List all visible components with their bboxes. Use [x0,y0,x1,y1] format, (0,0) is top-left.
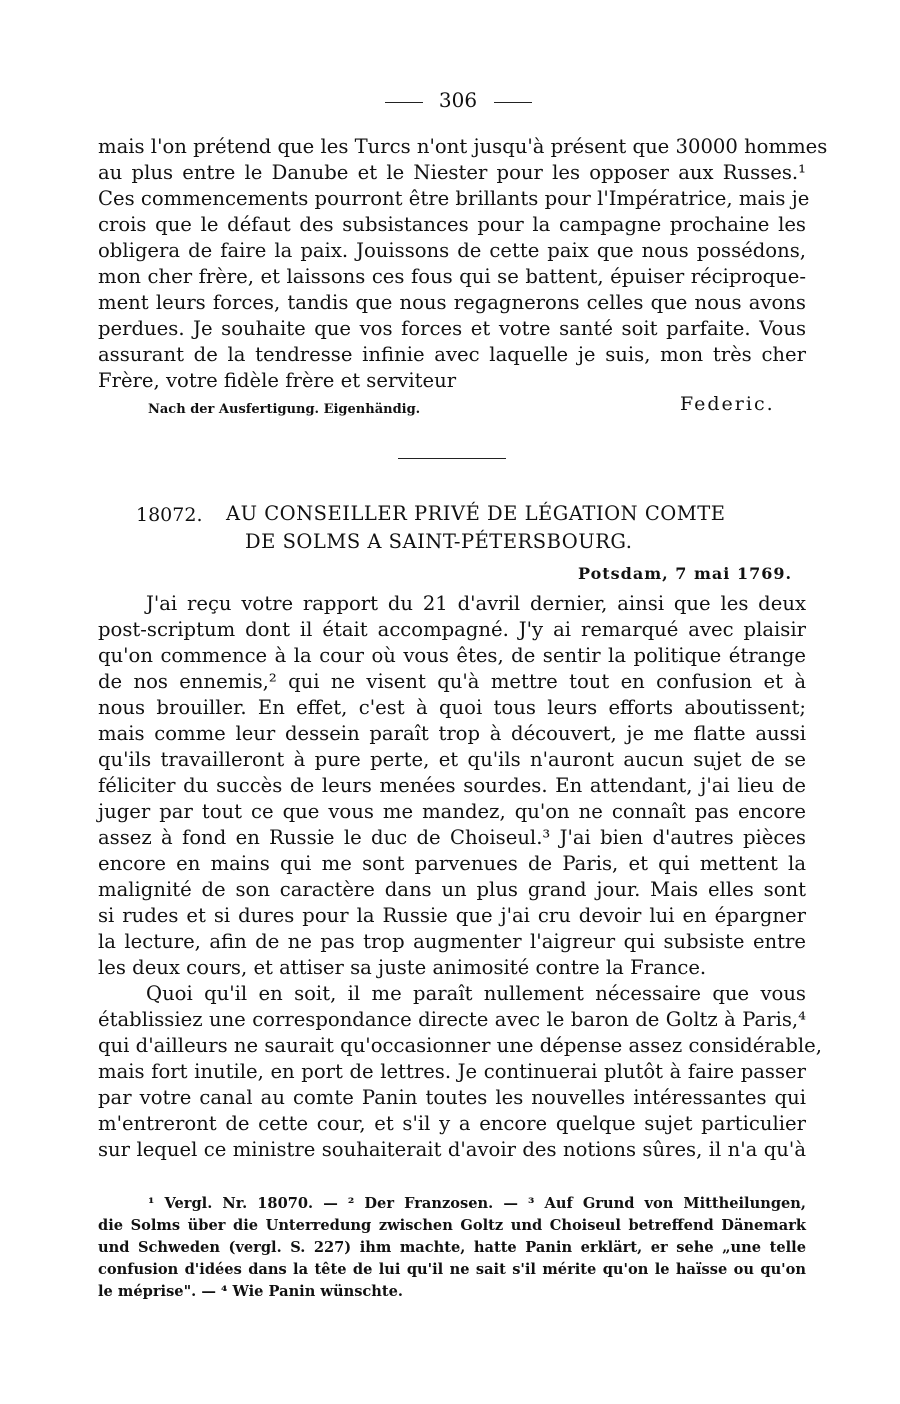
text-line: nous brouiller. En effet, c'est à quoi tous leurs efforts aboutissent; [98,696,806,719]
text-line: ment leurs forces, tandis que nous regagnerons celles que nous avons [98,291,806,314]
text-line: Frère, votre fidèle frère et serviteur [98,369,457,392]
text-line: mais comme leur dessein paraît trop à découvert, je me flatte aussi [98,722,806,745]
footnotes [98,1193,806,1303]
text-line: encore en mains qui me sont parvenues de Paris, et qui mettent la [98,852,806,875]
text-line: par votre canal au comte Panin toutes les nouvelles intéressantes qui [98,1086,806,1109]
text-line: m'entreront de cette cour, et s'il y a encore quelque sujet particulier [98,1112,806,1135]
footnote-line: le méprise". — ⁴ Wie Panin wünschte. [98,1283,404,1300]
letter-number: 18072. [136,504,203,526]
text-line: mon cher frère, et laissons ces fous qui se battent, épuiser réciproque- [98,265,806,288]
letter-title-line-1: AU CONSEILLER PRIVÉ DE LÉGATION COMTE [226,502,726,525]
text-line: de nos ennemis,² qui ne visent qu'à mettre tout en confusion et à [98,670,806,693]
source-note: Nach der Ausfertigung. Eigenhändig. [148,402,421,417]
page-number: 306 [438,88,478,112]
place-date: Potsdam, 7 mai 1769. [578,564,793,583]
text-line: au plus entre le Danube et le Niester pour les opposer aux Russes.¹ [98,161,806,184]
letter-paragraph-1 [98,591,806,981]
text-line: qui d'ailleurs ne saurait qu'occasionner une dépense assez considérable, [98,1034,822,1057]
text-line: assez à fond en Russie le duc de Choiseul.³ J'ai bien d'autres pièces [98,826,806,849]
text-line: féliciter du succès de leurs menées sourdes. En attendant, j'ai lieu de [98,774,806,797]
footnote-line: confusion d'idées dans la tête de lui qu'il ne sait s'il mérite qu'on le haïsse ou qu'on [98,1261,806,1278]
signature: Federic. [680,393,775,415]
text-line: Quoi qu'il en soit, il me paraît nullement nécessaire que vous [146,982,806,1005]
letter-title-line-2: DE SOLMS A SAINT-PÉTERSBOURG. [245,530,633,553]
text-line: Ces commencements pourront être brillants pour l'Impératrice, mais je [98,187,810,210]
text-line: perdues. Je souhaite que vos forces et votre santé soit parfaite. Vous [98,317,806,340]
text-line: mais fort inutile, en port de lettres. Je continuerai plutôt à faire passer [98,1060,806,1083]
text-line: assurant de la tendresse infinie avec laquelle je suis, mon très cher [98,343,806,366]
section-divider [398,458,506,459]
header-rule-left [385,102,423,103]
previous-letter-text [98,134,828,394]
page-header [0,88,900,118]
text-line: mais l'on prétend que les Turcs n'ont jusqu'à présent que 30000 hommes [98,135,828,158]
text-line: sur lequel ce ministre souhaiterait d'avoir des notions sûres, il n'a qu'à [98,1138,806,1161]
text-line: si rudes et si dures pour la Russie que j'ai cru devoir lui en épargner [98,904,806,927]
letter-paragraph-2 [98,981,822,1163]
text-line: qu'on commence à la cour où vous êtes, de sentir la politique étrange [98,644,806,667]
text-line: juger par tout ce que vous me mandez, qu'on ne connaît pas encore [98,800,806,823]
footnote-line: und Schweden (vergl. S. 227) ihm machte, hatte Panin erklärt, er sehe „une telle [98,1239,806,1256]
text-line: J'ai reçu votre rapport du 21 d'avril dernier, ainsi que les deux [146,592,806,615]
text-line: la lecture, afin de ne pas trop augmenter l'aigreur qui subsiste entre [98,930,806,953]
footnote-line: die Solms über die Unterredung zwischen Goltz und Choiseul betreffend Dänemark [98,1217,806,1234]
text-line: crois que le défaut des subsistances pour la campagne prochaine les [98,213,806,236]
text-line: post-scriptum dont il était accompagné. J'y ai remarqué avec plaisir [98,618,806,641]
text-line: établissiez une correspondance directe avec le baron de Goltz à Paris,⁴ [98,1008,806,1031]
footnote-line: ¹ Vergl. Nr. 18070. — ² Der Franzosen. — ³ Auf Grund von Mittheilungen, [148,1195,806,1212]
text-line: qu'ils travailleront à pure perte, et qu'ils n'auront aucun sujet de se [98,748,806,771]
header-rule-right [494,102,532,103]
text-line: les deux cours, et attiser sa juste animosité contre la France. [98,956,707,979]
text-line: obligera de faire la paix. Jouissons de cette paix que nous possédons, [98,239,806,262]
text-line: malignité de son caractère dans un plus grand jour. Mais elles sont [98,878,806,901]
